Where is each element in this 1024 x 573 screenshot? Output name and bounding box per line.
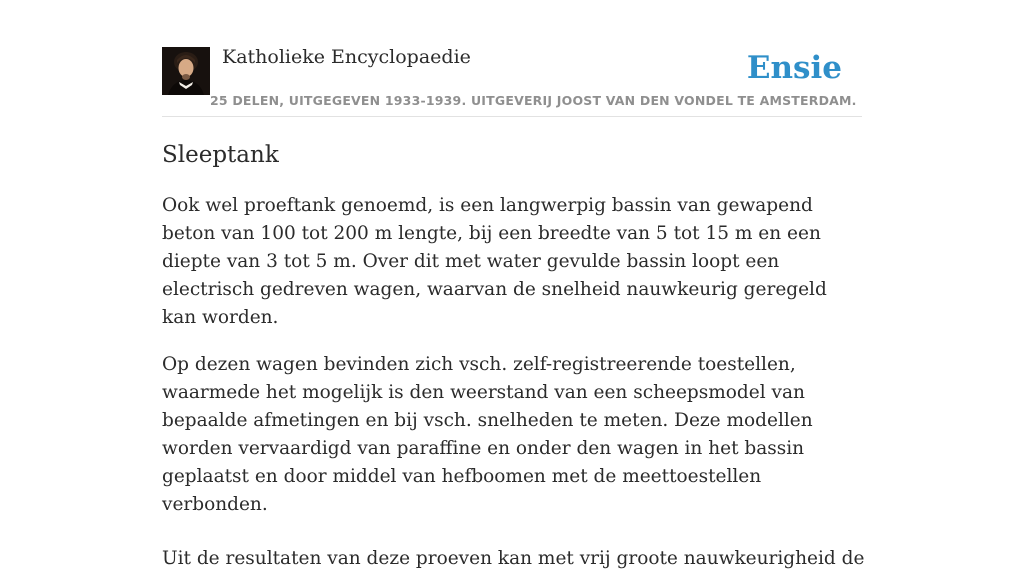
article-title: Sleeptank [162, 142, 279, 168]
portrait-image [162, 47, 210, 95]
site-subtitle: 25 DELEN, UITGEGEVEN 1933-1939. UITGEVERIJ JOOST VAN DEN VONDEL TE AMSTERDAM. [210, 93, 857, 108]
article [162, 138, 865, 573]
ensie-logo-link[interactable]: Ensie [746, 50, 842, 86]
article-paragraph-3: Uit de resultaten van deze proeven kan met vrij groote nauwkeurigheid de [162, 548, 865, 569]
site-title[interactable]: Katholieke Encyclopaedie [222, 46, 471, 68]
site-header [162, 44, 862, 117]
portrait-avatar-icon[interactable] [162, 47, 210, 95]
article-paragraph-2: Op dezen wagen bevinden zich vsch. zelf-registreerende toestellen, waarmede het mogelijk is den weerstand van een scheepsmodel van bepaalde afmetingen en bij vsch. snelheden te meten. Deze modellen worden vervaardigd van paraffine en onder den wagen in het bassin geplaatst en door middel van hefboomen met de meettoestellen verbonden. [162, 354, 813, 515]
article-paragraph-1: Ook wel proeftank genoemd, is een langwerpig bassin van gewapend beton van 100 tot 200 m lengte, bij een breedte van 5 tot 15 m en een diepte van 3 tot 5 m. Over dit met water gevulde bassin loopt een electrisch gedreven wagen, waarvan de snelheid nauwkeurig geregeld kan worden. [162, 195, 827, 328]
article-body [162, 192, 865, 573]
